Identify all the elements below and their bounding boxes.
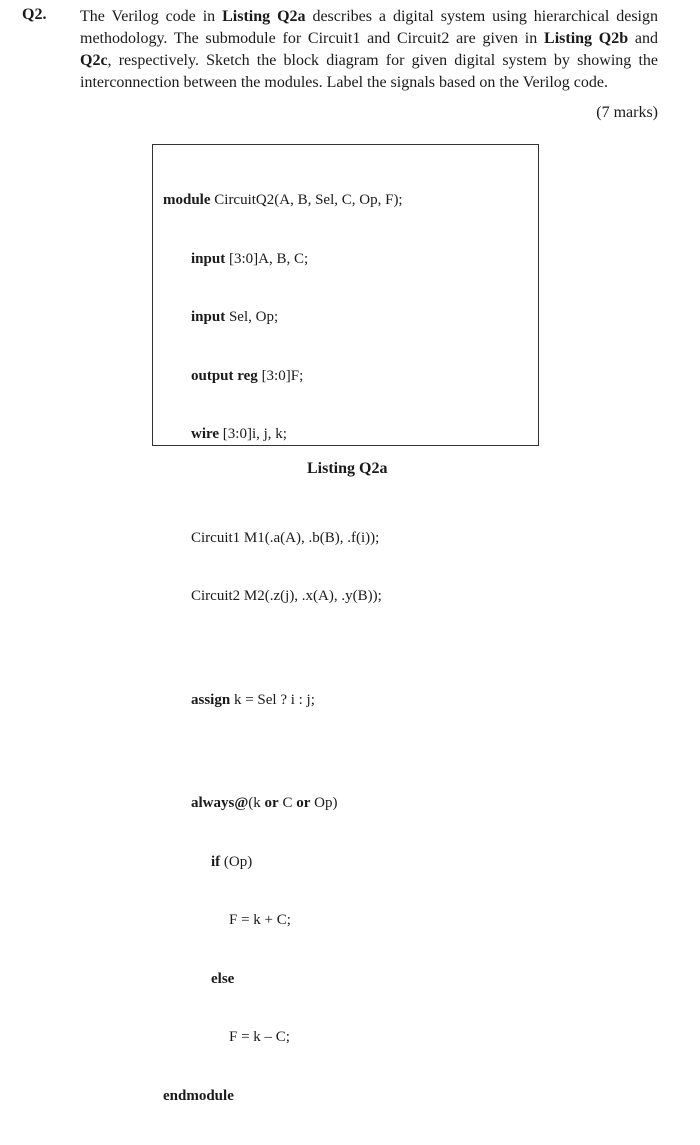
input1-signals: [3:0]A, B, C;	[225, 250, 309, 267]
question-text-bold: Listing Q2a	[222, 8, 306, 25]
code-line-stmt-add: F = k + C;	[229, 912, 291, 928]
wire-signals: [3:0]i, j, k;	[219, 426, 287, 442]
marks-label: (7 marks)	[596, 104, 658, 121]
input2-signals: Sel, Op;	[225, 309, 279, 325]
question-text-segment: The Verilog code in	[80, 8, 223, 25]
code-line-input2	[163, 308, 403, 328]
assign-expression: k = Sel ? i : j;	[230, 691, 315, 708]
code-line-output	[163, 367, 403, 387]
listing-caption: Listing Q2a	[307, 460, 388, 477]
verilog-code	[163, 152, 403, 1145]
input-keyword: input	[191, 250, 226, 267]
code-line-stmt-sub: F = k – C;	[229, 1029, 290, 1045]
wire-keyword: wire	[191, 426, 220, 442]
always-sens-part: Op)	[310, 795, 338, 811]
if-condition: (Op)	[220, 853, 253, 870]
always-keyword: always@	[191, 795, 249, 811]
input-keyword: input	[191, 309, 226, 325]
code-line-wire	[163, 425, 403, 445]
code-line-input1	[163, 250, 403, 270]
code-line-if	[163, 853, 403, 873]
module-declaration: CircuitQ2(A, B, Sel, C, Op, F);	[210, 192, 403, 208]
code-line-assign	[163, 691, 403, 711]
always-sens-part: C	[278, 795, 297, 811]
question-text-bold: Listing Q2b	[544, 30, 629, 47]
endmodule-keyword: endmodule	[163, 1087, 234, 1104]
code-line-instance-m1: Circuit1 M1(.a(A), .b(B), .f(i));	[191, 529, 380, 546]
code-line-always	[163, 794, 403, 814]
code-line-module	[163, 191, 403, 211]
assign-keyword: assign	[191, 691, 231, 708]
code-line-else	[163, 970, 403, 990]
question-text-segment: and	[628, 30, 659, 47]
always-sens-part: (k	[248, 795, 265, 811]
question-text-segment: , respectively. Sketch the block diagram for given digital system by showing the interconnection between the modules. Label the signals based on the Verilog code.	[80, 52, 658, 91]
module-keyword: module	[163, 192, 211, 208]
else-keyword: else	[211, 970, 235, 987]
question-text-segment: describes a digital system using hierarchical design methodology. The submodule for Circuit1 and Circuit2 are given in	[80, 8, 659, 47]
question-number: Q2.	[22, 6, 47, 23]
output-signals: [3:0]F;	[257, 367, 304, 384]
question-text	[80, 6, 658, 94]
question-text-bold: Q2c	[80, 52, 108, 69]
or-keyword: or	[264, 795, 279, 811]
output-keyword: output reg	[191, 367, 258, 384]
code-line-instance-m2: Circuit2 M2(.z(j), .x(A), .y(B));	[191, 588, 382, 604]
or-keyword: or	[296, 795, 311, 811]
code-line-endmodule	[163, 1087, 403, 1107]
if-keyword: if	[211, 853, 221, 870]
